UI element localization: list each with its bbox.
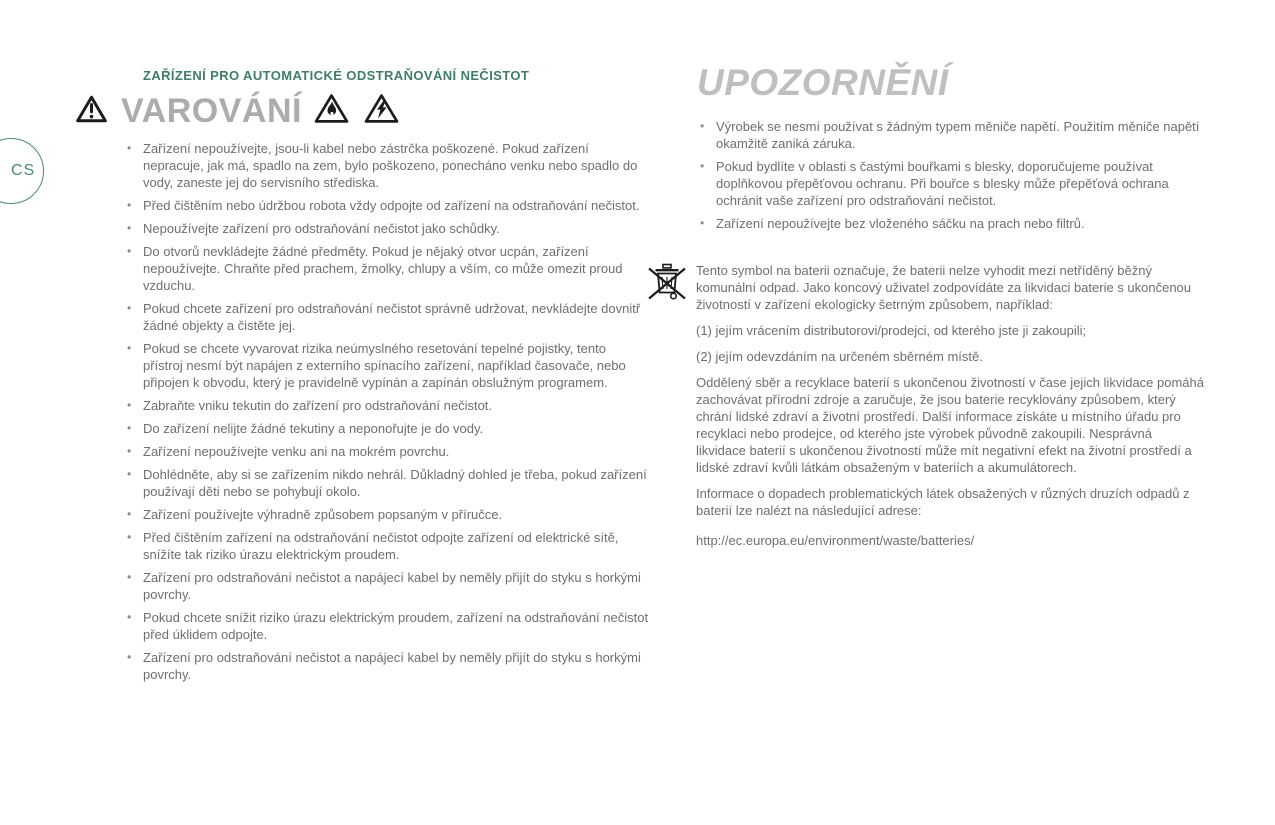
battery-paragraph: Tento symbol na baterii označuje, že baterii nelze vyhodit mezi netříděný běžný komunální odpad. Jako koncový uživatel zodpovídáte za likvidaci baterie s ukončenou životností v zařízení ekologicky šetrným způsobem, například: bbox=[696, 263, 1192, 312]
warning-list-item: • Nepoužívejte zařízení pro odstraňování nečistot jako schůdky. bbox=[125, 220, 649, 237]
battery-paragraph: Informace o dopadech problematických látek obsažených v různých druzích odpadů z baterií lze nalézt na následující adrese: bbox=[696, 486, 1190, 518]
warning-list-item: • Zařízení pro odstraňování nečistot a napájecí kabel by neměly přijít do styku s horkými povrchy. bbox=[125, 649, 649, 683]
warning-list-item: • Zařízení nepoužívejte venku ani na mokrém povrchu. bbox=[125, 443, 649, 460]
caution-title: UPOZORNĚNÍ bbox=[697, 62, 949, 103]
warning-title-row bbox=[75, 92, 400, 130]
warning-list-item: • Pokud chcete zařízení pro odstraňování nečistot správně udržovat, nevkládejte dovnitř žádné objekty a čistěte jej. bbox=[125, 300, 649, 334]
electric-shock-triangle-icon bbox=[363, 92, 400, 130]
warning-list-item: • Zařízení pro odstraňování nečistot a napájecí kabel by neměly přijít do styku s horkými povrchy. bbox=[125, 569, 649, 603]
warning-list-item: • Pokud se chcete vyvarovat rizika neúmyslného resetování tepelné pojistky, tento přístroj nesmí být napájen z externího spínacího zařízení, například časovače, nebo připojen k obvodu, který je pravidelně vypínán a zapínán obslužným programem. bbox=[125, 340, 649, 391]
warning-list-item: • Před čištěním nebo údržbou robota vždy odpojte od zařízení na odstraňování nečistot. bbox=[125, 197, 649, 214]
warning-title: VAROVÁNÍ bbox=[121, 92, 302, 130]
warning-list-item: • Zabraňte vniku tekutin do zařízení pro odstraňování nečistot. bbox=[125, 397, 649, 414]
battery-info-url[interactable]: http://ec.europa.eu/environment/waste/batteries/ bbox=[696, 533, 975, 548]
caution-list-item: • Pokud bydlíte v oblasti s častými bouřkami s blesky, doporučujeme používat doplňkovou přepěťovou ochranu. Při bouřce s blesky může přepěťová ochrana ochránit vaše zařízení pro odstraňování nečistot. bbox=[698, 158, 1210, 209]
warning-list-item: • Pokud chcete snížit riziko úrazu elektrickým proudem, zařízení na odstraňování nečistot před úklidem odpojte. bbox=[125, 609, 649, 643]
weee-crossed-bin-icon bbox=[646, 261, 688, 305]
battery-info-url-line bbox=[696, 532, 1204, 549]
battery-paragraph: (2) jejím odevzdáním na určeném sběrném místě. bbox=[696, 349, 983, 364]
device-kicker-heading: ZAŘÍZENÍ PRO AUTOMATICKÉ ODSTRAŇOVÁNÍ NEČISTOT bbox=[143, 68, 530, 83]
warning-list-item: • Zařízení používejte výhradně způsobem popsaným v příručce. bbox=[125, 506, 649, 523]
caution-list bbox=[698, 118, 1210, 238]
warning-list-item: • Zařízení nepoužívejte, jsou-li kabel nebo zástrčka poškozené. Pokud zařízení nepracuje, jak má, spadlo na zem, bylo poškozeno, ponecháno venku nebo spadlo do vody, zaneste jej do servisního střediska. bbox=[125, 140, 649, 191]
warning-exclamation-triangle-icon bbox=[75, 94, 108, 129]
warning-list-item: • Dohlédněte, aby si se zařízením nikdo nehrál. Důkladný dohled je třeba, pokud zařízení používají děti nebo se pohybují okolo. bbox=[125, 466, 649, 500]
warning-list-item: • Do zařízení nelijte žádné tekutiny a neponořujte je do vody. bbox=[125, 420, 649, 437]
warning-list bbox=[125, 140, 649, 689]
language-badge-label: CS bbox=[11, 162, 36, 179]
language-badge-cs bbox=[0, 138, 44, 204]
warning-list-item: • Před čištěním zařízení na odstraňování nečistot odpojte zařízení od elektrické sítě, snížíte tak riziko úrazu elektrickým proudem. bbox=[125, 529, 649, 563]
caution-list-item: • Výrobek se nesmí používat s žádným typem měniče napětí. Použitím měniče napětí okamžitě zaniká záruka. bbox=[698, 118, 1210, 152]
battery-disposal-section bbox=[696, 262, 1204, 558]
warning-list-item: • Do otvorů nevkládejte žádné předměty. Pokud je nějaký otvor ucpán, zařízení nepoužívejte. Chraňte před prachem, žmolky, chlupy a vším, co může omezit proud vzduchu. bbox=[125, 243, 649, 294]
fire-hazard-triangle-icon bbox=[313, 92, 350, 130]
caution-list-item: • Zařízení nepoužívejte bez vloženého sáčku na prach nebo filtrů. bbox=[698, 215, 1210, 232]
battery-paragraph: Oddělený sběr a recyklace baterií s ukončenou životností v čase jejich likvidace pomáhá zachovávat přírodní zdroje a zaručuje, že jsou baterie recyklovány způsobem, který chrání lidské zdraví a životní prostředí. Další informace získáte u místního úřadu pro recyklaci nebo prodejce, od kterého jste výrobek původně zakoupili. Nesprávná likvidace baterií s ukončenou životností může mít negativní efekt na životní prostředí a lidské zdraví kvůli látkám obsaženým v bateriích a akumulátorech. bbox=[696, 375, 1204, 475]
battery-paragraph: (1) jejím vrácením distributorovi/prodejci, od kterého jste ji zakoupili; bbox=[696, 323, 1087, 338]
